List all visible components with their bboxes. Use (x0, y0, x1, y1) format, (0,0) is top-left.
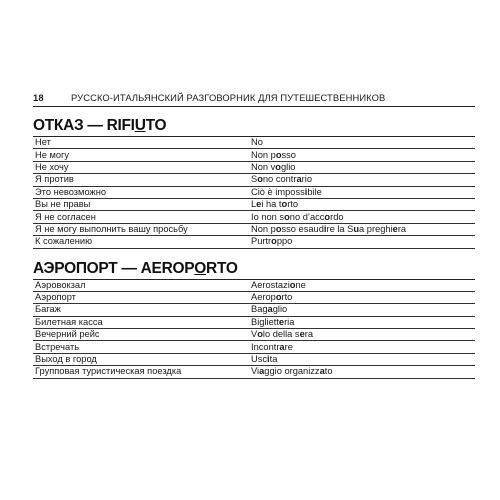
phrase-part: Aerop (251, 292, 276, 303)
russian-phrase: Это невозможно (33, 186, 249, 198)
phrase-part: Non p (251, 149, 276, 160)
russian-phrase: Вы не правы (33, 198, 249, 210)
russian-phrase: К сожалению (33, 236, 249, 248)
russian-phrase: Выход в город (33, 353, 249, 365)
italian-phrase (249, 211, 475, 223)
table-row (33, 186, 475, 198)
phrase-part: S (251, 174, 258, 185)
phrase-part: glio (280, 161, 296, 172)
page-number: 18 (33, 92, 44, 103)
section-refusal (33, 116, 475, 249)
phrase-part: ss (295, 186, 305, 197)
russian-phrase: Групповая туристическая поездка (33, 366, 249, 378)
phrase-part: no contr (262, 174, 297, 185)
table-row (33, 353, 475, 365)
table-row (33, 316, 475, 328)
phrase-part: ra (304, 329, 314, 340)
italian-phrase (249, 341, 475, 353)
phrase-part: rto (281, 292, 293, 303)
phrase-part: Vi (251, 366, 260, 377)
stressed-letter: a (279, 341, 285, 352)
stressed-letter: o (275, 292, 282, 303)
stressed-letter: a (267, 304, 273, 315)
phrase-part: sso esaud (281, 223, 324, 234)
stressed-letter: o (257, 329, 263, 340)
section-title-it-part: TO (145, 117, 167, 134)
russian-phrase: Встречать (33, 341, 249, 353)
russian-phrase: Я не согласен (33, 211, 249, 223)
stressed-letter: e (256, 199, 262, 210)
table-row (33, 279, 475, 291)
phrase-part: Non v (251, 161, 276, 172)
stressed-letter: o (324, 211, 331, 222)
phrase-part: Aerostazi (251, 279, 290, 290)
phrase-part: V (251, 329, 258, 340)
table-row (33, 211, 475, 223)
stressed-letter: e (299, 329, 305, 340)
phrase-part: lo della s (262, 329, 300, 340)
phrase-part: glio (272, 304, 288, 315)
table-row (33, 149, 475, 161)
phrasebook-page (33, 92, 475, 379)
italian-phrase (249, 279, 475, 291)
phrase-part: Incontr (251, 341, 280, 352)
phrase-part: rto (287, 199, 299, 210)
stressed-letter: a (296, 174, 302, 185)
phrase-part: a preghi (359, 223, 393, 234)
phrase-part: ggio organizz (264, 366, 320, 377)
section-title-it-stressed: O (194, 259, 207, 277)
table-row (33, 161, 475, 173)
table-row (33, 291, 475, 303)
section-title-dash: — (117, 259, 141, 277)
section-title (33, 259, 475, 279)
stressed-letter: o (289, 279, 296, 290)
stressed-letter: u (353, 223, 360, 234)
stressed-letter: i (267, 354, 270, 365)
table-row (33, 341, 475, 353)
russian-phrase: Вечерний рейс (33, 329, 249, 341)
section-airport (33, 259, 475, 379)
russian-phrase: Я против (33, 174, 249, 186)
italian-phrase (249, 291, 475, 303)
table-row (33, 174, 475, 186)
phrase-part: Purtr (251, 236, 272, 247)
stressed-letter: a (259, 366, 265, 377)
stressed-letter: o (275, 223, 282, 234)
italian-phrase (249, 366, 475, 378)
russian-phrase: Билетная касса (33, 316, 249, 328)
phrase-part: rio (301, 174, 312, 185)
phrase-part: re la S (326, 223, 354, 234)
table-row (33, 223, 475, 235)
table-row (33, 236, 475, 248)
phrase-part: ra (397, 223, 407, 234)
italian-phrase (249, 236, 475, 248)
section-title-dash: — (83, 117, 107, 134)
russian-phrase: Я не могу выполнить вашу просьбу (33, 223, 249, 235)
table-row (33, 366, 475, 378)
russian-phrase: Аэровокзал (33, 279, 249, 291)
italian-phrase (249, 137, 475, 149)
stressed-letter: a (319, 366, 325, 377)
stressed-letter: o (284, 211, 290, 222)
running-title: РУССКО-ИТАЛЬЯНСКИЙ РАЗГОВОРНИК ДЛЯ ПУТЕШЕСТВЕННИКОВ (71, 92, 386, 103)
running-header (33, 92, 475, 107)
russian-phrase: Аэропорт (33, 291, 249, 303)
stressed-letter: i (304, 186, 308, 197)
russian-phrase: Не хочу (33, 161, 249, 173)
section-title-it-part: AEROP (140, 259, 195, 277)
phrase-part: sso (281, 149, 296, 160)
italian-phrase (249, 304, 475, 316)
phrase-part: ne (295, 279, 306, 290)
stressed-letter: o (257, 174, 263, 185)
section-title-it-stressed: U (134, 117, 146, 134)
phrase-part: Bigliett (251, 316, 279, 327)
phrase-part: Usc (251, 354, 268, 365)
stressed-letter: o (281, 199, 288, 210)
phrase-part: re (284, 341, 293, 352)
phrase-table (33, 279, 475, 379)
phrase-part: ta (269, 354, 278, 365)
russian-phrase: Багаж (33, 304, 249, 316)
section-title-ru: АЭРОПОРТ (33, 259, 118, 277)
phrase-part: rdo (330, 211, 344, 222)
table-row (33, 198, 475, 210)
table-row (33, 304, 475, 316)
phrase-part: bile (307, 186, 322, 197)
italian-phrase (249, 198, 475, 210)
italian-phrase (249, 223, 475, 235)
phrase-part: i ha t (261, 199, 282, 210)
phrase-part: Ciò è impo (251, 186, 296, 197)
stressed-letter: e (278, 316, 285, 327)
phrase-part: ria (284, 316, 295, 327)
table-row (33, 137, 475, 149)
italian-phrase (249, 174, 475, 186)
table-row (33, 329, 475, 341)
italian-phrase (249, 149, 475, 161)
italian-phrase (249, 186, 475, 198)
section-title-it-part: RTO (206, 259, 238, 277)
stressed-letter: o (275, 149, 282, 160)
italian-phrase (249, 353, 475, 365)
phrase-table (33, 136, 475, 249)
italian-phrase (249, 329, 475, 341)
section-title (33, 116, 475, 136)
phrase-part: ppo (276, 236, 293, 247)
russian-phrase: Нет (33, 137, 249, 149)
phrase-part: Non p (251, 223, 276, 234)
stressed-letter: o (275, 161, 281, 172)
italian-phrase (249, 316, 475, 328)
russian-phrase: Не могу (33, 149, 249, 161)
phrase-part: No (251, 137, 263, 148)
section-title-it-part: RIFI (106, 117, 135, 134)
phrase-part: Io non s (251, 211, 285, 222)
phrase-part: Bag (251, 304, 268, 315)
stressed-letter: o (271, 236, 277, 247)
italian-phrase (249, 161, 475, 173)
phrase-part: no d’acc (289, 211, 325, 222)
section-title-ru: ОТКАЗ (33, 117, 84, 134)
stressed-letter: e (392, 223, 398, 234)
phrase-part: to (324, 366, 333, 377)
stressed-letter: i (323, 223, 327, 234)
phrase-part: L (251, 199, 257, 210)
